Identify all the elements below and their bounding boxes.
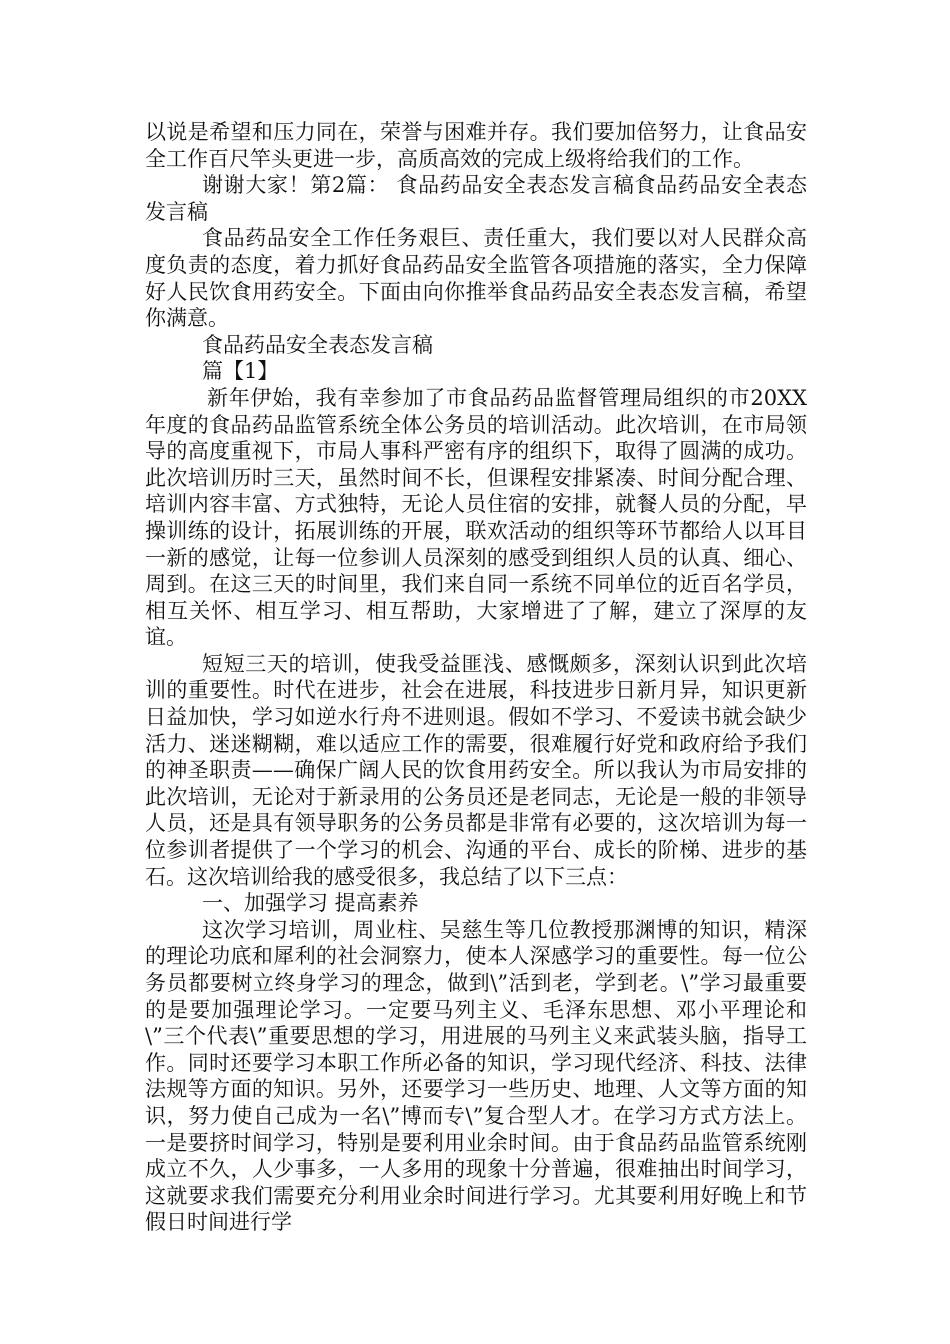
paragraph-thanks-title: 谢谢大家！第2篇： 食品药品安全表态发言稿食品药品安全表态发言稿 (145, 173, 807, 224)
paragraph-intro: 食品药品安全工作任务艰巨、责任重大，我们要以对人民群众高度负责的态度，着力抓好食品药品安全监管各项措施的落实，全力保障好人民饮食用药安全。下面由向你推举食品药品安全表态发言稿，希望你满意。 (145, 226, 807, 331)
section-heading: 食品药品安全表态发言稿 (202, 332, 433, 357)
paragraph-study: 这次学习培训，周业柱、吴慈生等几位教授那渊博的知识，精深的理论功底和犀利的社会洞察力，使本人深感学习的重要性。每一位公务员都要树立终身学习的理念，做到\”活到老，学到老。\”学习最重要的是要加强理论学习。一定要马列主义、毛泽东思想、邓小平理论和\”三个代表\”重要思想的学习，用进展的马列主义来武装头脑，指导工作。同时还要学习本职工作所必备的知识，学习现代经济、科技、法律法规等方面的知识。另外，还要学习一些历史、地理、人文等方面的知识，努力使自己成为一名\”博而专\”复合型人才。在学习方式方法上。一是要挤时间学习，特别是要利用业余时间。由于食品药品监管系统刚成立不久，人少事多，一人多用的现象十分普遍，很难抽出时间学习，这就要求我们需要充分利用业余时间进行学习。尤其要利用好晚上和节假日时间进行学 (145, 917, 807, 1235)
document-page (145, 119, 807, 1236)
paragraph-importance: 短短三天的培训，使我受益匪浅、感慨颇多，深刻认识到此次培训的重要性。时代在进步，社会在进展，科技进步日新月异，知识更新日益加快，学习如逆水行舟不进则退。假如不学习、不爱读书就会缺少活力、迷迷糊糊，难以适应工作的需要，很难履行好党和政府给予我们的神圣职责——确保广阔人民的饮食用药安全。所以我认为市局安排的此次培训，无论对于新录用的公务员还是老同志，无论是一般的非领导人员，还是具有领导职务的公务员都是非常有必要的，这次培训为每一位参训者提供了一个学习的机会、沟通的平台、成长的阶梯、进步的基石。这次培训给我的感受很多，我总结了以下三点： (145, 651, 807, 889)
paragraph-training: 新年伊始，我有幸参加了市食品药品监督管理局组织的市20XX年度的食品药品监管系统全体公务员的培训活动。此次培训，在市局领导的高度重视下，市局人事科严密有序的组织下，取得了圆满的成功。此次培训历时三天，虽然时间不长，但课程安排紧凑、时间分配合理、培训内容丰富、方式独特，无论人员住宿的安排，就餐人员的分配，早操训练的设计，拓展训练的开展，联欢活动的组织等环节都给人以耳目一新的感觉，让每一位参训人员深刻的感受到组织人员的认真、细心、周到。在这三天的时间里，我们来自同一系统不同单位的近百名学员，相互关怀、相互学习、相互帮助，大家增进了了解，建立了深厚的友谊。 (145, 385, 807, 650)
subheading-study: 一、加强学习 提高素养 (202, 891, 419, 916)
paragraph-continuation: 以说是希望和压力同在，荣誉与困难并存。我们要加倍努力，让食品安全工作百尺竿头更进一步，高质高效的完成上级将给我们的工作。 (145, 120, 807, 171)
part-label: 篇【1】 (202, 359, 279, 384)
